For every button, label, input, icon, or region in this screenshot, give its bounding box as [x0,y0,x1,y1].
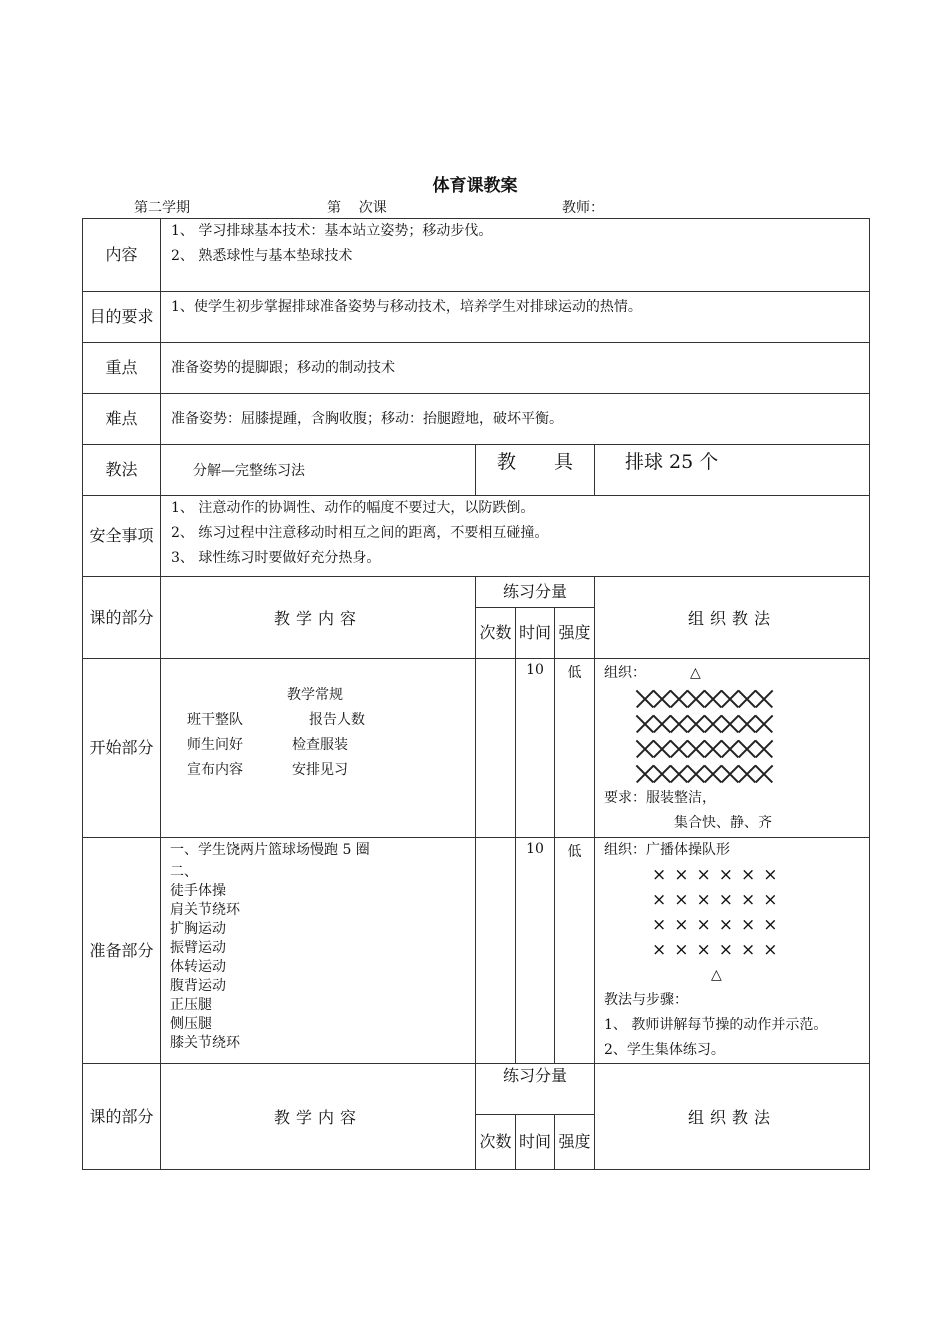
content-line: 2、 熟悉球性与基本垫球技术 [171,248,353,264]
lesson-plan-table [82,218,870,1170]
student-cross-icon [636,765,654,783]
student-cross-icon [687,715,705,733]
tools-label: 教 具 [476,445,595,496]
start-item-row [187,733,475,758]
row-difficulty [83,394,870,445]
prep-step: 2、学生集体练习。 [604,1042,725,1058]
student-cross-icon [653,715,671,733]
times-header: 次数 [476,1115,516,1170]
prep-line: 腹背运动 [170,978,226,994]
student-cross-icon [687,765,705,783]
formation-row: ×××××× [652,890,786,910]
header-row-1 [83,577,870,608]
start-item: 班干整队 [187,712,243,728]
start-item: 师生问好 [187,737,243,753]
student-cross-icon [687,690,705,708]
prep-intensity: 低 [555,838,595,1064]
student-cross-icon [653,690,671,708]
student-cross-icon [636,715,654,733]
formation-row: ×××××× [652,940,786,960]
student-cross-icon [636,690,654,708]
content-header: 教学内容 [161,1064,476,1170]
student-cross-icon [704,740,722,758]
prep-line: 膝关节绕环 [170,1035,240,1051]
cross-row [636,736,869,761]
lesson-label: 第 次课 [327,200,387,216]
safety-line: 3、 球性练习时要做好充分热身。 [171,550,381,566]
row-prep [83,838,870,1064]
student-cross-icon [670,740,688,758]
prep-line: 二、 [170,864,198,880]
student-cross-icon [755,715,773,733]
student-cross-icon [704,715,722,733]
content-label: 内容 [83,219,161,292]
start-org-label: 组织： [604,665,646,681]
goal-text: 1、使学生初步掌握排球准备姿势与移动技术，培养学生对排球运动的热情。 [161,292,870,343]
time-header: 时间 [516,608,555,659]
prep-line: 振臂运动 [170,940,226,956]
start-title: 教学常规 [287,687,343,703]
header-row-3 [83,1064,870,1115]
safety-text [161,496,870,577]
method-label: 教法 [83,445,161,496]
prep-line: 扩胸运动 [170,921,226,937]
part-header: 课的部分 [83,577,161,659]
page-title: 体育课教案 [432,176,518,196]
start-req-line2: 集合快、静、齐 [674,815,772,831]
prep-line: 一、学生饶两片篮球场慢跑 5 圈 [170,842,370,858]
row-safety [83,496,870,577]
prep-line: 徒手体操 [170,883,226,899]
key-label: 重点 [83,343,161,394]
student-cross-icon [670,715,688,733]
start-times [476,659,516,838]
part-header: 课的部分 [83,1064,161,1170]
student-cross-icon [721,740,739,758]
start-org [595,659,870,838]
prep-content [161,838,476,1064]
prep-line: 侧压腿 [170,1016,212,1032]
start-content [161,659,476,838]
student-cross-icon [704,690,722,708]
row-key [83,343,870,394]
row-start [83,659,870,838]
difficulty-text: 准备姿势：屈膝提踵，含胸收腹；移动：抬腿蹬地，破坏平衡。 [161,394,870,445]
cross-row [636,711,869,736]
student-cross-icon [738,715,756,733]
prep-line: 肩关节绕环 [170,902,240,918]
start-label: 开始部分 [83,659,161,838]
start-time: 10 [516,659,555,838]
student-cross-icon [721,765,739,783]
teacher-label: 教师： [562,200,604,216]
intensity-header: 强度 [555,608,595,659]
content-header: 教学内容 [161,577,476,659]
start-item: 检查服装 [292,737,348,753]
difficulty-label: 难点 [83,394,161,445]
times-header: 次数 [476,608,516,659]
student-cross-icon [755,690,773,708]
safety-line: 1、 注意动作的协调性、动作的幅度不要过大，以防跌倒。 [171,500,535,516]
student-cross-icon [721,715,739,733]
cross-row [636,686,869,711]
student-cross-icon [636,740,654,758]
time-header: 时间 [516,1115,555,1170]
content-line: 1、 学习排球基本技术：基本站立姿势；移动步伐。 [171,223,493,239]
student-cross-icon [738,765,756,783]
org-header: 组织教法 [595,577,870,659]
formation-row: ×××××× [652,865,786,885]
student-cross-icon [653,740,671,758]
start-req: 要求：服装整洁， [604,790,716,806]
amount-header: 练习分量 [476,577,595,608]
student-cross-icon [670,690,688,708]
prep-org-label: 组织：广播体操队形 [604,842,730,858]
prep-line: 体转运动 [170,959,226,975]
student-cross-icon [670,765,688,783]
row-content [83,219,870,292]
start-intensity: 低 [555,659,595,838]
student-cross-icon [738,690,756,708]
prep-line: 正压腿 [170,997,212,1013]
start-org-line [604,661,869,686]
semester-label: 第二学期 [134,200,190,216]
start-item-row [187,758,475,783]
prep-times [476,838,516,1064]
amount-header: 练习分量 [476,1064,595,1115]
start-item: 安排见习 [292,762,348,778]
row-goal [83,292,870,343]
teacher-triangle-icon: △ [690,665,701,681]
teacher-triangle-icon: △ [711,967,722,983]
student-cross-icon [755,765,773,783]
content-text [161,219,870,292]
student-cross-icon [755,740,773,758]
prep-step: 1、 教师讲解每节操的动作并示范。 [604,1017,828,1033]
start-item: 宣布内容 [187,762,243,778]
cross-row [636,761,869,786]
student-cross-icon [704,765,722,783]
prep-time: 10 [516,838,555,1064]
tools-value: 排球 25 个 [595,445,870,496]
start-item: 报告人数 [309,712,365,728]
method-text: 分解—完整练习法 [161,445,476,496]
start-item-row [187,708,475,733]
prep-label: 准备部分 [83,838,161,1064]
org-header: 组织教法 [595,1064,870,1170]
key-text: 准备姿势的提脚跟；移动的制动技术 [161,343,870,394]
prep-org [595,838,870,1064]
safety-label: 安全事项 [83,496,161,577]
goal-label: 目的要求 [83,292,161,343]
formation-row: ×××××× [652,915,786,935]
student-cross-icon [687,740,705,758]
student-cross-icon [738,740,756,758]
intensity-header: 强度 [555,1115,595,1170]
row-method [83,445,870,496]
student-cross-icon [721,690,739,708]
safety-line: 2、 练习过程中注意移动时相互之间的距离，不要相互碰撞。 [171,525,549,541]
cross-formation [604,686,869,786]
student-cross-icon [653,765,671,783]
prep-steps-title: 教法与步骤： [604,992,688,1008]
